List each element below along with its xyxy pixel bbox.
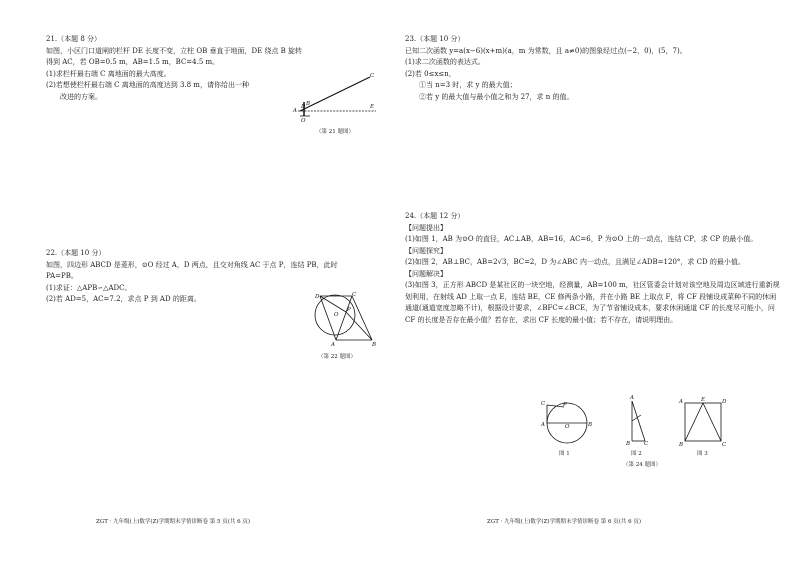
fig24-2-label-a: A [630, 395, 634, 401]
figure-24-1-caption: 图 1 [559, 451, 570, 457]
fig22-label-o: O [334, 312, 339, 318]
fig24-3-label-e: E [701, 397, 706, 403]
figure-24-caption: （第 24 题图） [623, 462, 661, 468]
fig24-1-label-a: A [541, 422, 545, 428]
fig24-1-label-p: P [563, 402, 567, 408]
fig24-3-label-a: A [679, 399, 683, 405]
question-24-header: 24.（本题 12 分） [405, 212, 465, 220]
fig21-label-a: A [293, 108, 297, 114]
fig21-label-d: D [301, 104, 306, 110]
fig21-label-o: O [301, 118, 306, 124]
question-24-part-1: (1)如图 1，AB 为⊙O 的直径，AC⊥AB，AB=16，AC=6，P 为⊙O 上的一动点，连结 CP，求 CP 的最小值。 [405, 235, 758, 243]
fig24-1-label-c: C [541, 401, 546, 407]
question-24-section-3: 【问题解决】 [405, 269, 447, 278]
right-page-footer: ZGT · 九年级(上)数学(Z)学期期末学情诊断卷 第 6 页(共 6 页) [487, 519, 642, 525]
figure-22-caption: （第 22 题图） [318, 354, 356, 360]
figure-24-3-caption: 图 3 [697, 451, 708, 457]
figure-24-2-caption: 图 2 [631, 451, 642, 457]
fig22-label-p: P [347, 307, 351, 313]
question-22-part-2: (2)若 AD=5，AC=7.2，求点 P 到 AD 的距离。 [46, 295, 201, 303]
figure-24 [537, 393, 737, 473]
fig24-3-label-b: B [679, 442, 684, 448]
question-23-stem: 已知二次函数 y=a(x−6)(x+m)(a，m 为常数，且 a≠0)的图象经过点(−2，0)，(5，7)。 [405, 46, 687, 55]
question-24-section-1: 【问题提出】 [405, 223, 447, 232]
fig22-label-d: D [315, 294, 320, 300]
fig21-label-b: B [306, 101, 311, 107]
question-22-header: 22.（本题 10 分） [46, 249, 106, 257]
fig24-2-label-b: B [626, 441, 631, 447]
figure-21-caption: （第 21 题图） [316, 129, 354, 135]
question-23 [405, 34, 780, 103]
fig24-1-label-o: O [565, 424, 570, 430]
fig22-label-b: B [372, 342, 377, 348]
question-23-header: 23.（本题 10 分） [405, 35, 465, 43]
question-24-part-3: (3)如图 3，正方形 ABCD 是某社区的一块空地，经测量，AB=100 m，社区管委会计划对该空地及周边区域进行重新规划利用，在射线 AD 上取一点 E，连结 BE，CE 修两条小路，并在小路 BE 上取点 F，将 CF 段铺设成菜种不同的休闲通道(通道宽度忽略不计)，根据设计要求，∠BFC=∠BCE，为了节省铺设成本，要求休闲通道 CF 的长度尽可能小，问 CF 的长度是否存在最小值？若存在，求出 CF 长度的最小值；若不存在，请说明理由。 [405, 281, 780, 324]
question-23-part-2-i: ①当 n=3 时，求 y 的最大值； [419, 81, 517, 89]
fig24-2-label-c: C [644, 441, 649, 447]
figure-22 [306, 290, 386, 362]
question-24-section-2: 【问题探究】 [405, 246, 447, 255]
question-23-part-2-ii: ②若 y 的最大值与最小值之和为 27，求 n 的值。 [419, 92, 574, 101]
question-21-stem: 如图，小区门口道闸的栏杆 DE 长度不变，立柱 OB 垂直于地面，DE 绕点 B 旋转得到 AC，若 OB=0.5 m，AB=1.5 m，BC=4.5 m。 [46, 46, 303, 66]
question-23-part-2: (2)若 0≤x≤n， [405, 69, 456, 78]
question-24 [405, 211, 780, 326]
fig21-label-e: E [370, 104, 375, 110]
question-22-part-1: (1)求证：△APB∽△ADC。 [46, 283, 132, 292]
fig24-3-label-d: D [722, 399, 727, 405]
question-24-part-2: (2)如图 2，AB⊥BC，AB=2√3，BC=2，D 为∠ABC 内一动点，且满足∠ADB=120°，求 CD 的最小值。 [405, 258, 745, 266]
figure-21 [293, 72, 378, 135]
fig22-label-c: C [352, 292, 357, 298]
question-21-header: 21.（本题 8 分） [46, 35, 102, 43]
fig24-1-label-b: B [588, 422, 593, 428]
question-22-stem: 如图，四边形 ABCD 是菱形，⊙O 经过 A，D 两点，且交对角线 AC 于点 P，连结 PB，此时 PA=PB。 [46, 260, 338, 280]
question-21-part-2: (2)若想使栏杆最右端 C 离地面的高度达到 3.8 m，请你给出一种 [46, 81, 249, 89]
fig21-label-c: C [370, 73, 375, 79]
question-21-part-2-cont: 改进的方案。 [60, 92, 102, 101]
question-21 [46, 34, 304, 103]
question-21-part-1: (1)求栏杆最右端 C 离地面的最大高度。 [46, 69, 171, 78]
question-23-part-1: (1)求二次函数的表达式。 [405, 58, 485, 66]
fig24-3-label-c: C [722, 442, 727, 448]
fig22-label-a: A [331, 342, 335, 348]
left-page-footer: ZGT · 九年级(上)数学(Z)学期期末学情诊断卷 第 5 页(共 6 页) [96, 519, 251, 525]
right-page [397, 0, 794, 561]
